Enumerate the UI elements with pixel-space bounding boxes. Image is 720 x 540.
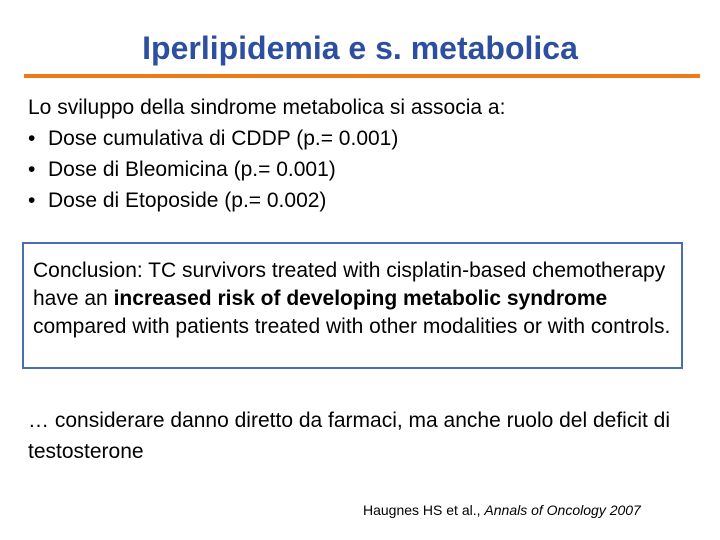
- list-item: [28, 123, 398, 154]
- bullet-icon: •: [28, 189, 36, 212]
- bullet-text: Dose di Etoposide (p.= 0.002): [48, 189, 327, 212]
- conclusion-box: [22, 242, 683, 369]
- conclusion-text-end: compared with patients treated with other modalities or with controls.: [33, 315, 671, 338]
- slide-title: Iperlipidemia e s. metabolica: [142, 30, 578, 66]
- bullet-text: Dose cumulativa di CDDP (p.= 0.001): [48, 127, 399, 150]
- citation-authors: Haugnes HS et al.,: [363, 502, 481, 518]
- bullet-icon: •: [28, 127, 36, 150]
- risk-factor-list: [28, 123, 398, 216]
- conclusion-emphasis: increased risk of developing metabolic syndrome: [113, 287, 608, 310]
- conclusion-text: Conclusion: TC survivors treated with cisplatin-based chemotherapy have an: [33, 259, 666, 310]
- citation: [363, 500, 641, 520]
- intro-text: Lo sviluppo della sindrome metabolica si associa a:: [28, 96, 506, 119]
- list-item: [28, 154, 398, 185]
- bullet-text: Dose di Bleomicina (p.= 0.001): [48, 158, 336, 181]
- bullet-icon: •: [28, 158, 36, 181]
- citation-journal: Annals of Oncology 2007: [484, 502, 641, 518]
- note-text: … considerare danno diretto da farmaci, ma anche ruolo del deficit di testosterone: [28, 409, 671, 463]
- title-underline: [24, 74, 700, 78]
- list-item: [28, 185, 398, 216]
